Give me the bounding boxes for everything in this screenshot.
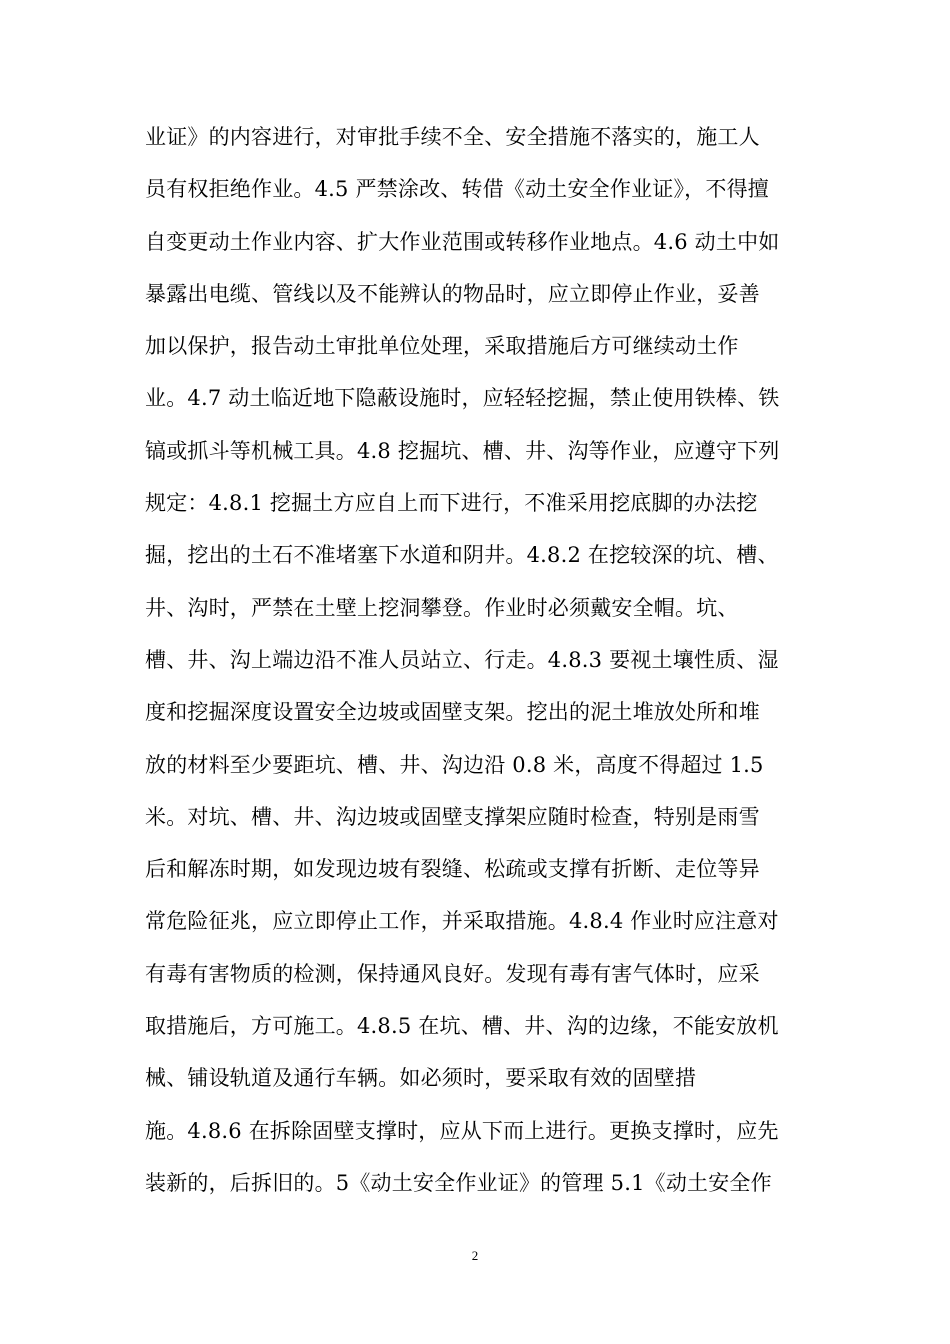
text-line: 暴露出电缆、管线以及不能辨认的物品时，应立即停止作业，妥善 bbox=[145, 281, 760, 306]
text-line: 自变更动土作业内容、扩大作业范围或转移作业地点。4.6 动土中如 bbox=[145, 229, 780, 254]
text-line: 常危险征兆，应立即停止工作，并采取措施。4.8.4 作业时应注意对 bbox=[145, 909, 779, 934]
text-line: 械、铺设轨道及通行车辆。如必须时，要采取有效的固壁措 bbox=[145, 1066, 697, 1091]
text-line: 放的材料至少要距坑、槽、井、沟边沿 0.8 米，高度不得超过 1.5 bbox=[145, 752, 764, 777]
text-line: 业。4.7 动土临近地下隐蔽设施时，应轻轻挖掘，禁止使用铁棒、铁 bbox=[145, 386, 780, 411]
text-line: 取措施后，方可施工。4.8.5 在坑、槽、井、沟的边缘，不能安放机 bbox=[145, 1014, 779, 1039]
text-line: 度和挖掘深度设置安全边坡或固壁支架。挖出的泥土堆放处所和堆 bbox=[145, 700, 760, 725]
text-line: 镐或抓斗等机械工具。4.8 挖掘坑、槽、井、沟等作业，应遵守下列 bbox=[145, 438, 780, 463]
text-line: 业证》的内容进行，对审批手续不全、安全措施不落实的，施工人 bbox=[145, 125, 760, 149]
text-line: 掘，挖出的土石不准堵塞下水道和阴井。4.8.2 在挖较深的坑、槽、 bbox=[145, 543, 779, 568]
text-line: 槽、井、沟上端边沿不准人员站立、行走。4.8.3 要视土壤性质、湿 bbox=[145, 647, 779, 672]
page-number: 2 bbox=[471, 1248, 479, 1263]
text-line: 米。对坑、槽、井、沟边坡或固壁支撑架应随时检查，特别是雨雪 bbox=[145, 804, 760, 829]
text-line: 员有权拒绝作业。4.5 严禁涂改、转借《动土安全作业证》，不得擅 bbox=[145, 177, 769, 202]
text-line: 施。4.8.6 在拆除固壁支撑时，应从下而上进行。更换支撑时，应先 bbox=[145, 1118, 779, 1143]
text-line: 装新的，后拆旧的。5《动土安全作业证》的管理 5.1《动土安全作 bbox=[145, 1170, 772, 1195]
text-line: 井、沟时，严禁在土壁上挖洞攀登。作业时必须戴安全帽。坑、 bbox=[145, 595, 739, 620]
text-line: 后和解冻时期，如发现边坡有裂缝、松疏或支撑有折断、走位等异 bbox=[145, 857, 760, 882]
text-line: 有毒有害物质的检测，保持通风良好。发现有毒有害气体时，应采 bbox=[145, 961, 760, 986]
text-line: 规定：4.8.1 挖掘土方应自上而下进行，不准采用挖底脚的办法挖 bbox=[145, 491, 758, 516]
text-line: 加以保护，报告动土审批单位处理，采取措施后方可继续动土作 bbox=[145, 334, 739, 359]
body-text bbox=[145, 111, 810, 1209]
